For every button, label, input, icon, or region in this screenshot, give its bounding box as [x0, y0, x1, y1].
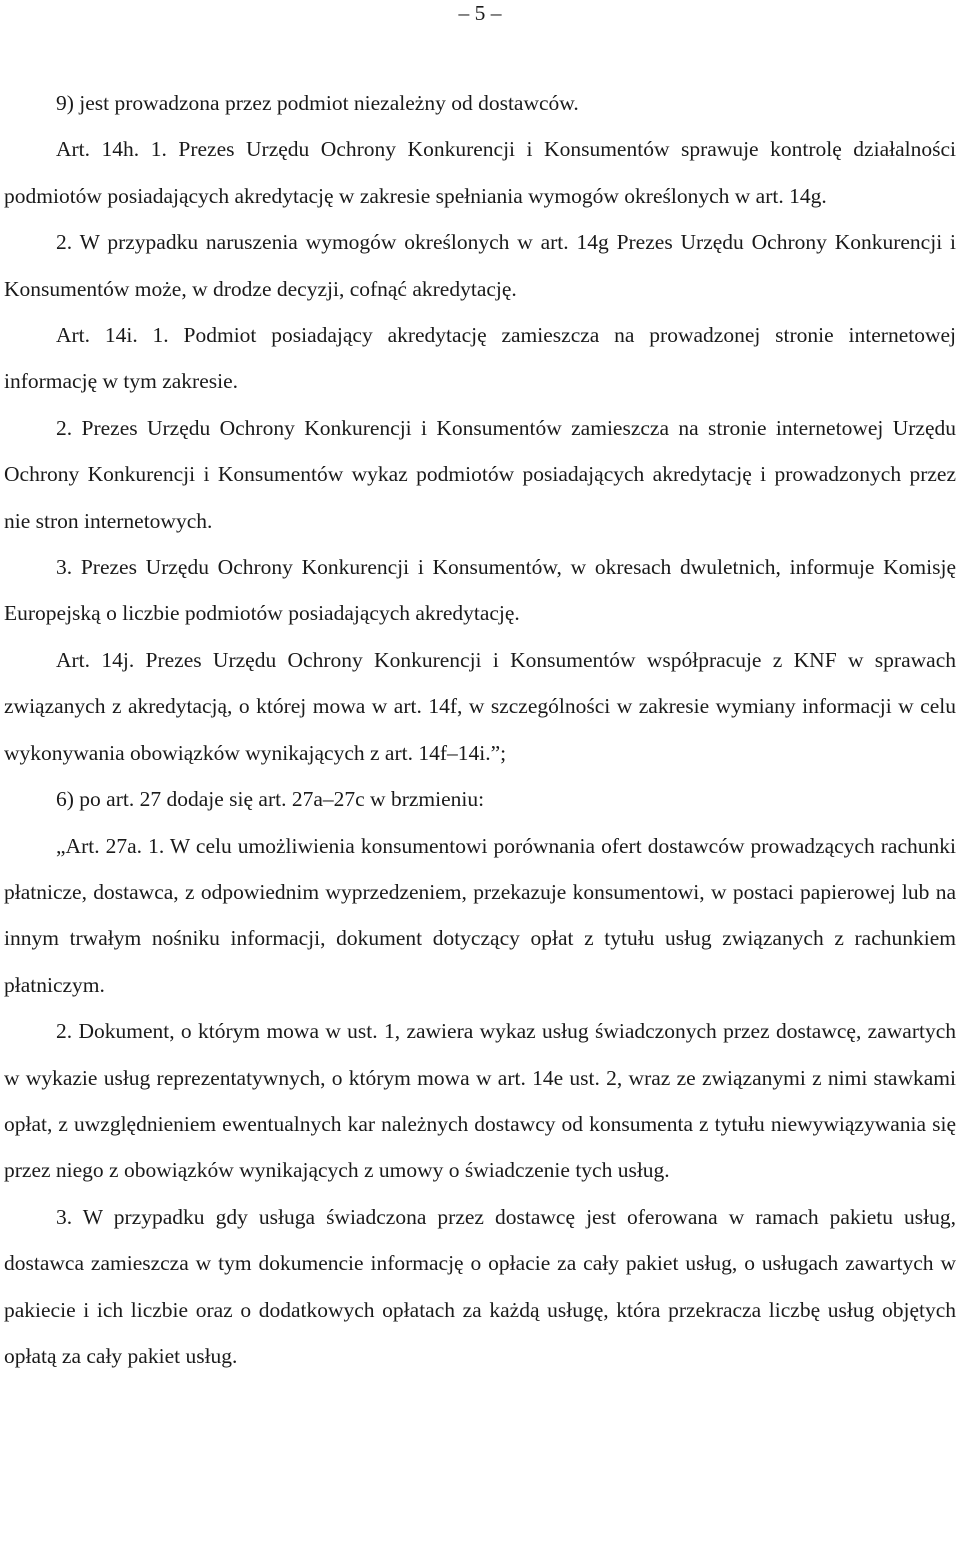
article-27a-para-1: „Art. 27a. 1. W celu umożliwienia konsumentowi porównania ofert dostawców prowadzących rachunki płatnicze, dostawca, z odpowiednim wyprzedzeniem, przekazuje konsumentowi, w postaci papierowej lub na innym trwałym nośniku informacji, dokument dotyczący opłat z tytułu usług związanych z rachunkiem płatniczym.: [4, 833, 956, 997]
article-27a-para-2: 2. Dokument, o którym mowa w ust. 1, zawiera wykaz usług świadczonych przez dostawcę, zawartych w wykazie usług reprezentatywnych, o którym mowa w art. 14e ust. 2, wraz ze związanymi z nimi stawkami opłat, z uwzględnieniem ewentualnych kar należnych dostawcy od konsumenta z tytułu niewywiązywania się przez niego z obowiązków wynikających z umowy o świadczenie tych usług.: [4, 1019, 956, 1183]
document-body: [4, 80, 956, 1379]
article-14i-para-2: 2. Prezes Urzędu Ochrony Konkurencji i Konsumentów zamieszcza na stronie internetowej Urzędu Ochrony Konkurencji i Konsumentów wykaz podmiotów posiadających akredytację i prowadzonych przez nie stron internetowych.: [4, 415, 956, 533]
article-27a-para-3: 3. W przypadku gdy usługa świadczona przez dostawcę jest oferowana w ramach pakietu usług, dostawca zamieszcza w tym dokumencie informację o opłacie za cały pakiet usług, o usługach zawartych w pakiecie i ich liczbie oraz o dodatkowych opłatach za każdą usługę, która przekracza liczbę usług objętych opłatą za cały pakiet usług.: [4, 1204, 956, 1368]
article-14i-para-1: Art. 14i. 1. Podmiot posiadający akredytację zamieszcza na prowadzonej stronie internetowej informację w tym zakresie.: [4, 323, 956, 394]
list-item-6: 6) po art. 27 dodaje się art. 27a–27c w brzmieniu:: [56, 787, 485, 812]
article-14h-para-2: 2. W przypadku naruszenia wymogów określonych w art. 14g Prezes Urzędu Ochrony Konkurencji i Konsumentów może, w drodze decyzji, cofnąć akredytację.: [4, 230, 956, 301]
article-14j: Art. 14j. Prezes Urzędu Ochrony Konkurencji i Konsumentów współpracuje z KNF w sprawach związanych z akredytacją, o której mowa w art. 14f, w szczególności w zakresie wymiany informacji w celu wykonywania obowiązków wynikających z art. 14f–14i.”;: [4, 647, 956, 765]
page-number: – 5 –: [458, 1, 502, 25]
article-14h-para-1: Art. 14h. 1. Prezes Urzędu Ochrony Konkurencji i Konsumentów sprawuje kontrolę działalności podmiotów posiadających akredytację w zakresie spełniania wymogów określonych w art. 14g.: [4, 137, 956, 208]
article-14i-para-3: 3. Prezes Urzędu Ochrony Konkurencji i Konsumentów, w okresach dwuletnich, informuje Komisję Europejską o liczbie podmiotów posiadających akredytację.: [4, 555, 956, 626]
list-item-9: 9) jest prowadzona przez podmiot niezależny od dostawców.: [56, 91, 579, 115]
